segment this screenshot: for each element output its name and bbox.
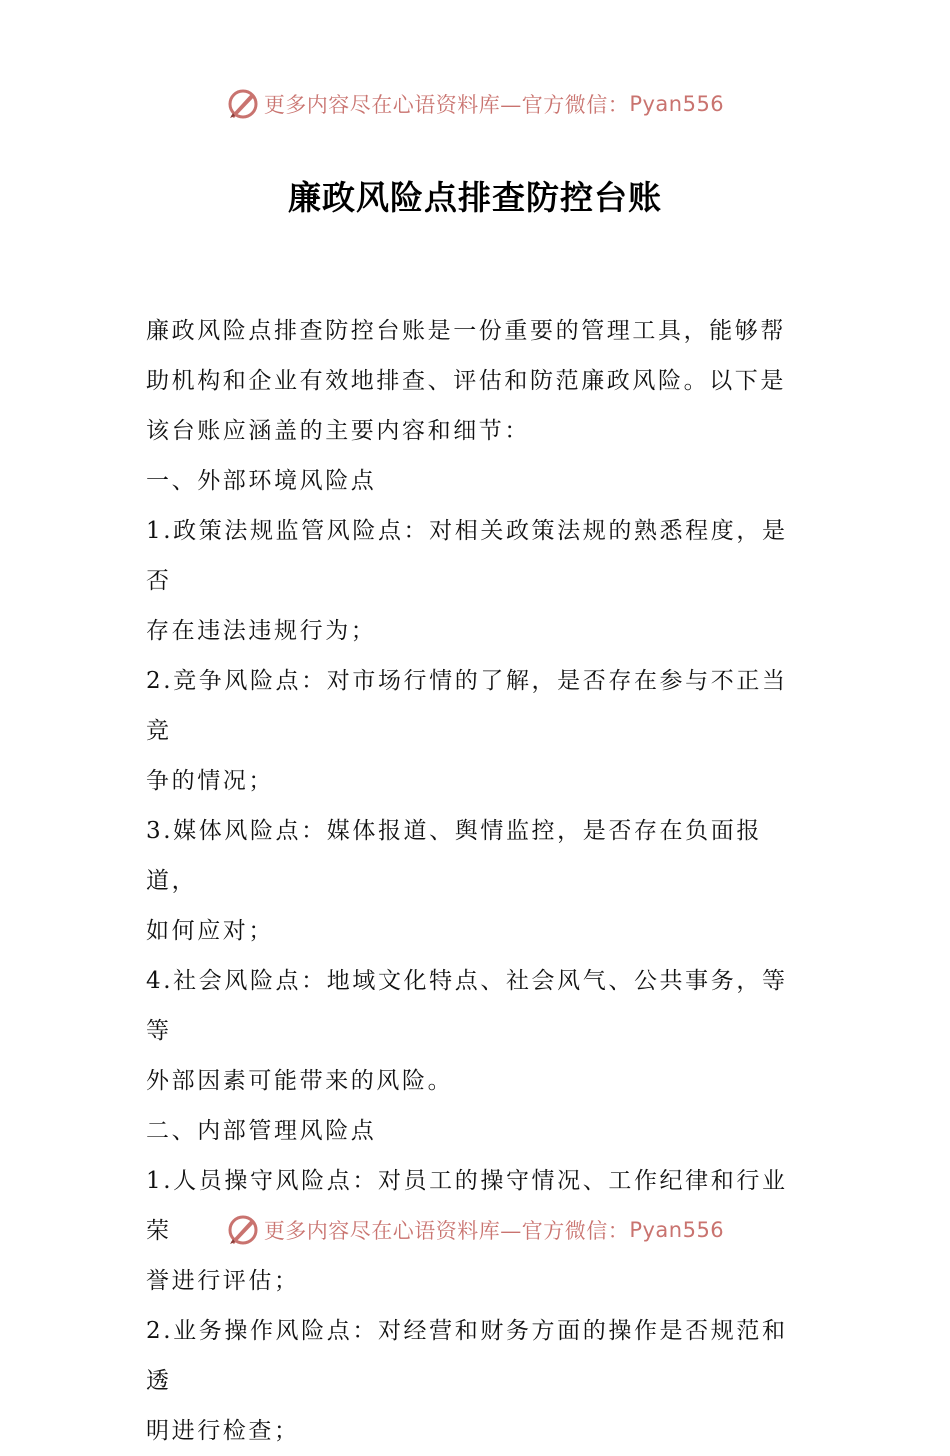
document-title: 廉政风险点排查防控台账 xyxy=(288,178,662,217)
header-wechat-id: Pyan556 xyxy=(629,92,725,116)
body-line: 誉进行评估； xyxy=(146,1268,300,1294)
footer-wechat-id: Pyan556 xyxy=(629,1218,725,1242)
body-line: 如何应对； xyxy=(146,918,274,944)
section-heading: 二、内部管理风险点 xyxy=(146,1118,377,1144)
body-line: 2.竞争风险点：对市场行情的了解，是否存在参与不正当竞 xyxy=(146,668,788,744)
body-line: 助机构和企业有效地排查、评估和防范廉政风险。以下是 xyxy=(146,368,786,394)
body-line: 廉政风险点排查防控台账是一份重要的管理工具，能够帮 xyxy=(146,318,786,344)
body-line: 存在违法违规行为； xyxy=(146,618,377,644)
section-heading: 一、外部环境风险点 xyxy=(146,468,377,494)
header-banner-text: 更多内容尽在心语资料库—官方微信： xyxy=(263,93,630,117)
body-line: 外部因素可能带来的风险。 xyxy=(146,1068,454,1094)
footer-banner-text: 更多内容尽在心语资料库—官方微信： xyxy=(263,1219,630,1243)
document-body xyxy=(146,306,808,1456)
body-line: 明进行检查； xyxy=(146,1418,300,1444)
pen-quill-logo-icon xyxy=(226,1213,260,1247)
body-line: 1.政策法规监管风险点：对相关政策法规的熟悉程度，是否 xyxy=(146,518,788,594)
body-line: 1.人员操守风险点：对员工的操守情况、工作纪律和行业荣 xyxy=(146,1168,788,1244)
body-line: 争的情况； xyxy=(146,768,274,794)
footer-banner xyxy=(0,1210,950,1250)
header-banner xyxy=(0,84,950,124)
pen-quill-logo-icon xyxy=(226,87,260,121)
body-line: 3.媒体风险点：媒体报道、舆情监控，是否存在负面报道， xyxy=(146,818,762,894)
body-line: 2.业务操作风险点：对经营和财务方面的操作是否规范和透 xyxy=(146,1318,788,1394)
body-line: 该台账应涵盖的主要内容和细节： xyxy=(146,418,530,444)
body-line: 4.社会风险点：地域文化特点、社会风气、公共事务，等等 xyxy=(146,968,788,1044)
